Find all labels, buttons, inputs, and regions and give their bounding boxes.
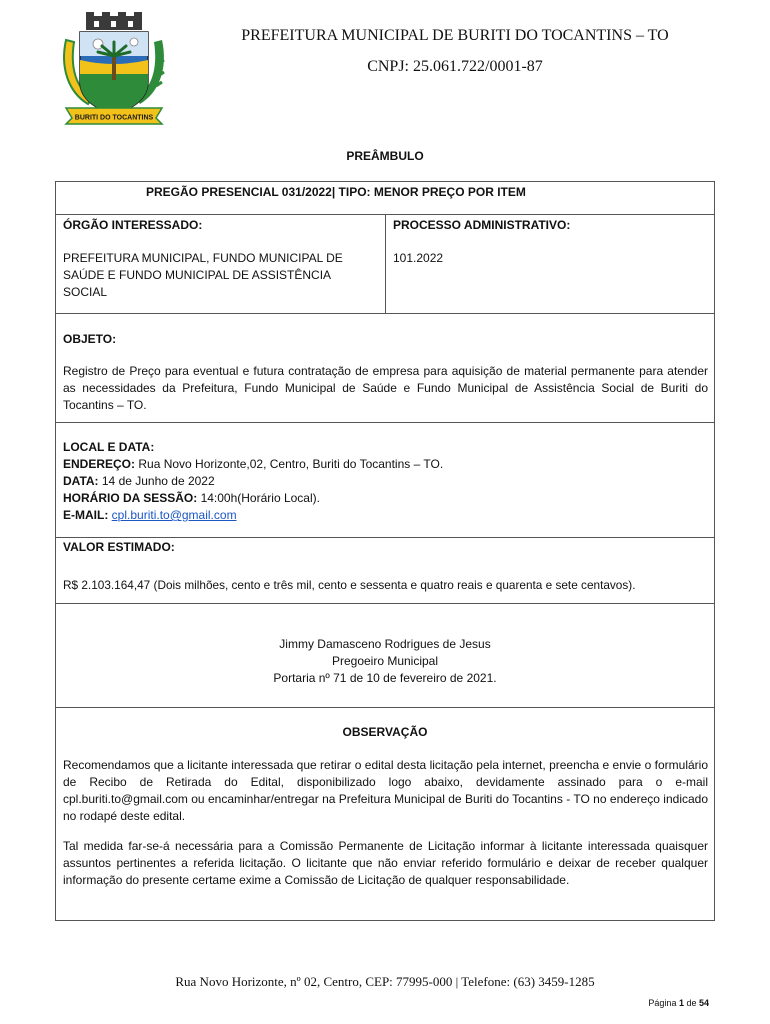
observacao-row (55, 707, 715, 921)
processo-value: 101.2022 (393, 251, 444, 265)
assinatura-block (56, 636, 714, 687)
email-line (63, 507, 708, 524)
header-title: PREFEITURA MUNICIPAL DE BURITI DO TOCANTINS – TO (241, 27, 669, 44)
orgao-cell (56, 215, 386, 313)
local-data-row (55, 422, 715, 538)
page-sep: de (683, 998, 699, 1008)
valor-label: VALOR ESTIMADO: (63, 540, 175, 554)
valor-row (55, 537, 715, 604)
assinatura-cargo: Pregoeiro Municipal (331, 654, 439, 668)
endereco-line (63, 456, 708, 473)
orgao-label: ÓRGÃO INTERESSADO: (63, 218, 203, 232)
header-cnpj: CNPJ: 25.061.722/0001-87 (367, 58, 543, 75)
orgao-value: PREFEITURA MUNICIPAL, FUNDO MUNICIPAL DE SAÚDE E FUNDO MUNICIPAL DE ASSISTÊNCIA SOCIAL (63, 251, 343, 299)
objeto-text: Registro de Preço para eventual e futura contratação de empresa para aquisição de material permanente para atender as necessidades da Prefeitura, Fundo Municipal de Saúde e Fundo Municipal de Assistência Social de Buriti do Tocantins – TO. (63, 364, 708, 412)
pregao-row (55, 181, 715, 215)
page-number (648, 998, 709, 1008)
crown-icon (86, 12, 142, 30)
objeto-label: OBJETO: (63, 332, 117, 346)
observacao-title: OBSERVAÇÃO (342, 725, 428, 739)
horario-value: 14:00h(Horário Local). (197, 491, 320, 505)
logo-banner-text: BURITI DO TOCANTINS (74, 114, 154, 122)
email-link[interactable]: cpl.buriti.to@gmail.com (111, 508, 237, 522)
preambulo-heading: PREÂMBULO (346, 149, 424, 163)
observacao-p1: Recomendamos que a licitante interessada que retirar o edital desta licitação pela internet, preencha e envie o formulário de Recibo de Retirada do Edital, disponibilizado logo abaixo, devidamente assinado para o e-mail cpl.buriti.to@gmail.com ou encaminhar/entregar na Prefeitura Municipal de Buriti do Tocantins - TO no endereço indicado no rodapé deste edital. (63, 758, 708, 823)
assinatura-row (55, 603, 715, 708)
coat-of-arms-logo (58, 12, 170, 126)
email-label: E-MAIL: (63, 508, 109, 522)
valor-text: R$ 2.103.164,47 (Dois milhões, cento e três mil, cento e sessenta e quatro reais e quarenta e sete centavos). (63, 578, 636, 592)
endereco-label: ENDEREÇO: (63, 457, 136, 471)
page-prefix: Página (648, 998, 679, 1008)
assinatura-nome: Jimmy Damasceno Rodrigues de Jesus (279, 637, 491, 651)
orgao-processo-row (55, 214, 715, 314)
data-label: DATA: (63, 474, 99, 488)
local-label: LOCAL E DATA: (63, 440, 155, 454)
processo-label: PROCESSO ADMINISTRATIVO: (393, 218, 571, 232)
pregao-title: PREGÃO PRESENCIAL 031/2022| TIPO: MENOR PREÇO POR ITEM (146, 185, 526, 199)
footer-address: Rua Novo Horizonte, nº 02, Centro, CEP: 77995-000 | Telefone: (63) 3459-1285 (175, 974, 595, 989)
data-line (63, 473, 708, 490)
endereco-value: Rua Novo Horizonte,02, Centro, Buriti do Tocantins – TO. (135, 457, 444, 471)
local-block (63, 439, 708, 524)
objeto-row (55, 313, 715, 423)
assinatura-portaria: Portaria nº 71 de 10 de fevereiro de 2021. (273, 671, 497, 685)
page-current: 1 (678, 998, 684, 1008)
horario-line (63, 490, 708, 507)
page-total: 54 (698, 998, 709, 1008)
observacao-p2: Tal medida far-se-á necessária para a Comissão Permanente de Licitação informar à licitante interessada quaisquer assuntos pertinentes a referida licitação. O licitante que não enviar referido formulário e deixar de receber qualquer informação do presente certame exime a Comissão de Licitação de qualquer responsabilidade. (63, 839, 708, 887)
data-value: 14 de Junho de 2022 (98, 474, 215, 488)
horario-label: HORÁRIO DA SESSÃO: (63, 491, 198, 505)
